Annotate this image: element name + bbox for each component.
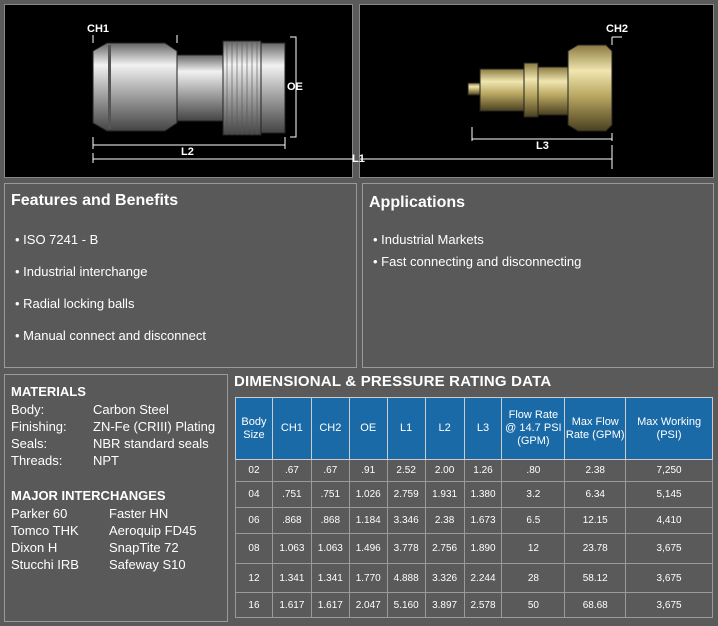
material-value: NPT [93, 453, 119, 468]
l3-label: L3 [536, 140, 549, 152]
table-cell: 28 [502, 564, 565, 593]
interchanges-title: MAJOR INTERCHANGES [11, 488, 166, 503]
table-cell: 04 [236, 482, 273, 508]
table-cell: 2.756 [425, 534, 464, 564]
table-cell: .67 [272, 460, 311, 482]
table-cell: 1.063 [311, 534, 349, 564]
table-cell: 06 [236, 508, 273, 534]
table-cell: 1.770 [349, 564, 387, 593]
material-value: ZN-Fe (CRIII) Plating [93, 419, 216, 434]
table-cell: 2.578 [464, 593, 502, 618]
material-row [11, 436, 209, 451]
table-cell: 6.34 [565, 482, 626, 508]
table-cell: 5,145 [626, 482, 713, 508]
table-cell: 3.326 [425, 564, 464, 593]
table-cell: .91 [349, 460, 387, 482]
table-cell: 3.778 [387, 534, 425, 564]
table-cell: 1.496 [349, 534, 387, 564]
column-header: CH2 [311, 398, 349, 460]
table-cell: 6.5 [502, 508, 565, 534]
applications-title: Applications [369, 194, 466, 211]
materials-panel [4, 374, 228, 622]
materials-title: MATERIALS [11, 384, 86, 399]
table-header-row [236, 398, 713, 460]
l1-label: L1 [352, 153, 365, 165]
material-key: Threads: [11, 453, 63, 468]
table-cell: .80 [502, 460, 565, 482]
table-cell: 08 [236, 534, 273, 564]
interchange-item: Stucchi IRB [11, 557, 79, 572]
table-cell: 50 [502, 593, 565, 618]
interchange-row [11, 557, 186, 572]
ch1-label: CH1 [87, 23, 110, 35]
table-cell: .751 [311, 482, 349, 508]
nipple-illustration [360, 5, 715, 179]
applications-panel [362, 183, 714, 368]
coupler-photo [4, 4, 353, 178]
table-cell: 2.244 [464, 564, 502, 593]
interchange-item: Aeroquip FD45 [109, 523, 197, 538]
column-header: CH1 [272, 398, 311, 460]
interchange-item: Faster HN [109, 506, 169, 521]
table-row [236, 508, 713, 534]
column-header: Max Flow Rate (GPM) [565, 398, 626, 460]
table-cell: .751 [272, 482, 311, 508]
table-row [236, 564, 713, 593]
table-cell: 3.346 [387, 508, 425, 534]
features-title: Features and Benefits [11, 192, 179, 209]
table-cell: 2.759 [387, 482, 425, 508]
list-item: • Manual connect and disconnect [15, 328, 207, 343]
column-header: Body Size [236, 398, 273, 460]
table-cell: .868 [272, 508, 311, 534]
column-header: L1 [387, 398, 425, 460]
features-list [15, 232, 206, 360]
dimensional-table [235, 397, 713, 618]
material-row [11, 419, 215, 434]
table-cell: 1.673 [464, 508, 502, 534]
dimensional-table-title: DIMENSIONAL & PRESSURE RATING DATA [234, 373, 552, 390]
table-cell: 68.68 [565, 593, 626, 618]
table-cell: 5.160 [387, 593, 425, 618]
table-cell: 1.380 [464, 482, 502, 508]
list-item: • Industrial Markets [373, 232, 484, 247]
interchange-item: Tomco THK [11, 523, 79, 538]
list-item: • Radial locking balls [15, 296, 135, 311]
interchange-row [11, 540, 179, 555]
column-header: L2 [425, 398, 464, 460]
table-cell: 1.184 [349, 508, 387, 534]
table-cell: 1.890 [464, 534, 502, 564]
material-key: Body: [11, 402, 45, 417]
table-cell: 2.38 [565, 460, 626, 482]
table-cell: .67 [311, 460, 349, 482]
table-cell: 3,675 [626, 534, 713, 564]
table-cell: 2.047 [349, 593, 387, 618]
table-row [236, 460, 713, 482]
table-cell: 1.063 [272, 534, 311, 564]
column-header: OE [349, 398, 387, 460]
material-row [11, 402, 169, 417]
l2-label: L2 [181, 146, 194, 158]
table-row [236, 534, 713, 564]
nipple-photo [359, 4, 714, 178]
material-value: NBR standard seals [93, 436, 209, 451]
interchange-item: Parker 60 [11, 506, 68, 521]
interchange-row [11, 506, 168, 521]
material-value: Carbon Steel [93, 402, 169, 417]
interchange-item: Dixon H [11, 540, 58, 555]
table-cell: 02 [236, 460, 273, 482]
table-cell: 23.78 [565, 534, 626, 564]
table-cell: 3,675 [626, 564, 713, 593]
features-panel [4, 183, 357, 368]
interchange-item: Safeway S10 [109, 557, 186, 572]
ch2-label: CH2 [606, 23, 629, 35]
list-item: • Fast connecting and disconnecting [373, 254, 582, 269]
table-cell: 3.897 [425, 593, 464, 618]
table-cell: 3.2 [502, 482, 565, 508]
table-row [236, 482, 713, 508]
table-cell: 4.888 [387, 564, 425, 593]
table-cell: 2.38 [425, 508, 464, 534]
interchange-row [11, 523, 196, 538]
list-item: • ISO 7241 - B [15, 232, 99, 247]
material-key: Seals: [11, 436, 48, 451]
table-cell: 2.52 [387, 460, 425, 482]
table-cell: 1.341 [311, 564, 349, 593]
table-cell: 12 [236, 564, 273, 593]
table-cell: 16 [236, 593, 273, 618]
table-cell: 58.12 [565, 564, 626, 593]
column-header: Flow Rate @ 14.7 PSI (GPM) [502, 398, 565, 460]
table-cell: 12 [502, 534, 565, 564]
table-cell: .868 [311, 508, 349, 534]
table-cell: 2.00 [425, 460, 464, 482]
applications-list [373, 232, 581, 276]
oe-label: OE [287, 81, 303, 93]
table-cell: 1.026 [349, 482, 387, 508]
column-header: L3 [464, 398, 502, 460]
table-cell: 3,675 [626, 593, 713, 618]
table-cell: 1.617 [311, 593, 349, 618]
material-row [11, 453, 119, 468]
table-cell: 4,410 [626, 508, 713, 534]
interchange-item: SnapTite 72 [109, 540, 179, 555]
table-cell: 1.26 [464, 460, 502, 482]
table-cell: 12.15 [565, 508, 626, 534]
column-header: Max Working (PSI) [626, 398, 713, 460]
table-cell: 7,250 [626, 460, 713, 482]
list-item: • Industrial interchange [15, 264, 148, 279]
table-cell: 1.931 [425, 482, 464, 508]
table-row [236, 593, 713, 618]
material-key: Finishing: [11, 419, 67, 434]
table-cell: 1.341 [272, 564, 311, 593]
table-cell: 1.617 [272, 593, 311, 618]
